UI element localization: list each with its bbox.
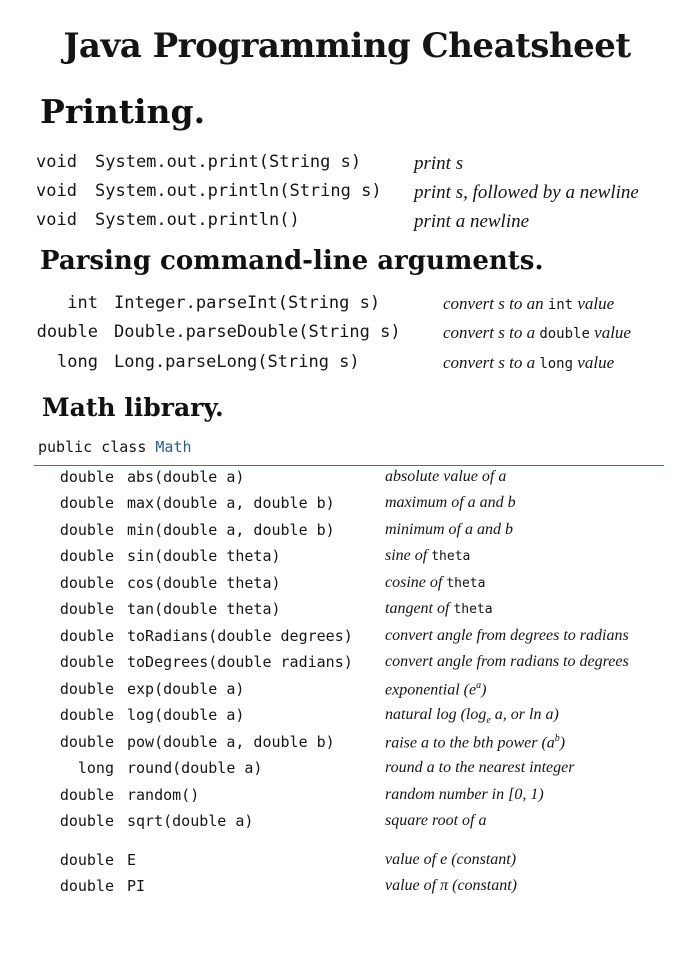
- method-row: [0, 521, 694, 547]
- return-type: long: [57, 352, 98, 372]
- method-row: [0, 600, 694, 626]
- method-row: [0, 468, 694, 494]
- description-text: convert angle from degrees to radians: [385, 627, 629, 644]
- method-description: [385, 653, 629, 671]
- method-row: [0, 293, 694, 319]
- method-description: [385, 786, 544, 804]
- method-signature: System.out.print(String s): [95, 152, 362, 172]
- method-row: [0, 680, 694, 706]
- method-row: [0, 322, 694, 348]
- method-signature: toRadians(double degrees): [127, 627, 353, 645]
- method-description: [385, 680, 486, 699]
- method-row: [0, 786, 694, 812]
- method-row: [0, 706, 694, 732]
- return-type: double: [59, 653, 114, 671]
- description-code: theta: [453, 602, 493, 617]
- method-description: [443, 323, 631, 343]
- return-type: void: [36, 152, 77, 172]
- description-text: exponential (e: [385, 681, 477, 699]
- method-description: [385, 468, 506, 486]
- description-text: tangent of: [385, 600, 454, 617]
- return-type: double: [59, 786, 114, 804]
- method-description: [385, 627, 629, 645]
- method-signature: abs(double a): [127, 468, 245, 486]
- description-code: theta: [431, 549, 471, 564]
- return-type: double: [59, 494, 114, 512]
- method-row: [0, 851, 694, 877]
- return-type: double: [59, 680, 114, 698]
- method-row: [0, 877, 694, 903]
- method-signature: min(double a, double b): [127, 521, 335, 539]
- method-signature: Integer.parseInt(String s): [114, 293, 381, 313]
- method-description: print s: [414, 153, 464, 174]
- description-subscript: e: [486, 715, 491, 727]
- return-type: double: [59, 877, 114, 895]
- description-text: value of e (constant): [385, 851, 517, 868]
- description-text: raise a to the bth power (a: [385, 734, 555, 752]
- description-superscript: b: [554, 733, 560, 744]
- description-text: maximum of a and b: [385, 494, 516, 511]
- method-signature: sin(double theta): [127, 547, 281, 565]
- method-row: [0, 733, 694, 759]
- method-description: [385, 574, 485, 592]
- section-divider: [34, 465, 664, 466]
- return-type: double: [59, 574, 114, 592]
- description-text: square root of a: [385, 812, 487, 829]
- description-text: absolute value of a: [385, 468, 507, 485]
- description-text: value: [573, 294, 615, 313]
- description-text: natural log (log: [385, 706, 487, 723]
- description-text: convert s to an: [443, 294, 548, 313]
- method-description: print a newline: [414, 211, 530, 232]
- method-row: [0, 653, 694, 679]
- method-signature: round(double a): [127, 759, 263, 777]
- method-description: [385, 494, 516, 512]
- section-heading-printing: Printing.: [40, 92, 206, 131]
- method-signature: pow(double a, double b): [127, 733, 335, 751]
- return-type: int: [67, 293, 98, 313]
- method-signature: Double.parseDouble(String s): [114, 322, 401, 342]
- description-text: ): [559, 734, 566, 752]
- class-keywords: public class: [38, 438, 156, 456]
- method-row: [0, 574, 694, 600]
- method-signature: PI: [127, 877, 146, 895]
- method-row: [0, 547, 694, 573]
- description-code: theta: [446, 576, 486, 591]
- method-signature: System.out.println(): [95, 210, 300, 230]
- return-type: double: [59, 851, 114, 869]
- method-signature: max(double a, double b): [127, 494, 335, 512]
- method-description: [443, 353, 614, 373]
- description-text: round a to the nearest integer: [385, 759, 575, 776]
- method-row: [0, 494, 694, 520]
- method-signature: log(double a): [127, 706, 245, 724]
- method-signature: sqrt(double a): [127, 812, 254, 830]
- description-text: convert angle from radians to degrees: [385, 653, 629, 670]
- return-type: double: [59, 468, 114, 486]
- method-signature: tan(double theta): [127, 600, 281, 618]
- method-row: [0, 181, 694, 207]
- method-signature: exp(double a): [127, 680, 245, 698]
- return-type: double: [59, 627, 114, 645]
- method-description: [385, 877, 517, 895]
- description-text: a, or ln a): [490, 706, 559, 723]
- section-heading-math: Math library.: [42, 393, 224, 422]
- method-description: [385, 759, 574, 777]
- description-text: value: [589, 323, 631, 342]
- return-type: double: [59, 812, 114, 830]
- return-type: double: [59, 706, 114, 724]
- method-description: print s, followed by a newline: [414, 182, 639, 203]
- description-code: double: [539, 326, 590, 342]
- method-row: [0, 627, 694, 653]
- method-row: [0, 352, 694, 378]
- return-type: long: [77, 759, 114, 777]
- description-text: random number in [0, 1): [385, 786, 544, 803]
- class-name: Math: [155, 438, 192, 456]
- method-row: [0, 812, 694, 838]
- description-text: value of π (constant): [385, 877, 517, 894]
- description-text: cosine of: [385, 574, 447, 591]
- description-text: value: [573, 353, 615, 372]
- page-title: Java Programming Cheatsheet: [63, 26, 631, 66]
- description-text: ): [481, 681, 487, 699]
- return-type: double: [59, 600, 114, 618]
- return-type: void: [36, 181, 77, 201]
- return-type: double: [59, 521, 114, 539]
- method-description: [385, 851, 516, 869]
- method-row: [0, 210, 694, 236]
- return-type: double: [36, 322, 98, 342]
- description-text: minimum of a and b: [385, 521, 513, 538]
- method-signature: Long.parseLong(String s): [114, 352, 360, 372]
- method-description: [385, 521, 513, 539]
- method-signature: toDegrees(double radians): [127, 653, 353, 671]
- description-text: sine of: [385, 547, 432, 564]
- method-signature: cos(double theta): [127, 574, 281, 592]
- method-row: [0, 152, 694, 178]
- description-code: long: [539, 356, 574, 372]
- method-row: [0, 759, 694, 785]
- method-description: [385, 600, 493, 618]
- description-code: int: [547, 297, 574, 313]
- class-declaration: [38, 438, 192, 456]
- description-text: convert s to a: [443, 323, 540, 342]
- method-description: [385, 812, 486, 830]
- return-type: void: [36, 210, 77, 230]
- method-description: [443, 294, 614, 314]
- description-text: convert s to a: [443, 353, 540, 372]
- method-description: [385, 706, 559, 726]
- method-description: [385, 733, 565, 752]
- description-superscript: a: [476, 680, 482, 691]
- return-type: double: [59, 547, 114, 565]
- method-signature: System.out.println(String s): [95, 181, 382, 201]
- method-signature: E: [127, 851, 137, 869]
- method-description: [385, 547, 470, 565]
- section-heading-parsing: Parsing command-line arguments.: [40, 246, 544, 276]
- method-signature: random(): [127, 786, 200, 804]
- return-type: double: [59, 733, 114, 751]
